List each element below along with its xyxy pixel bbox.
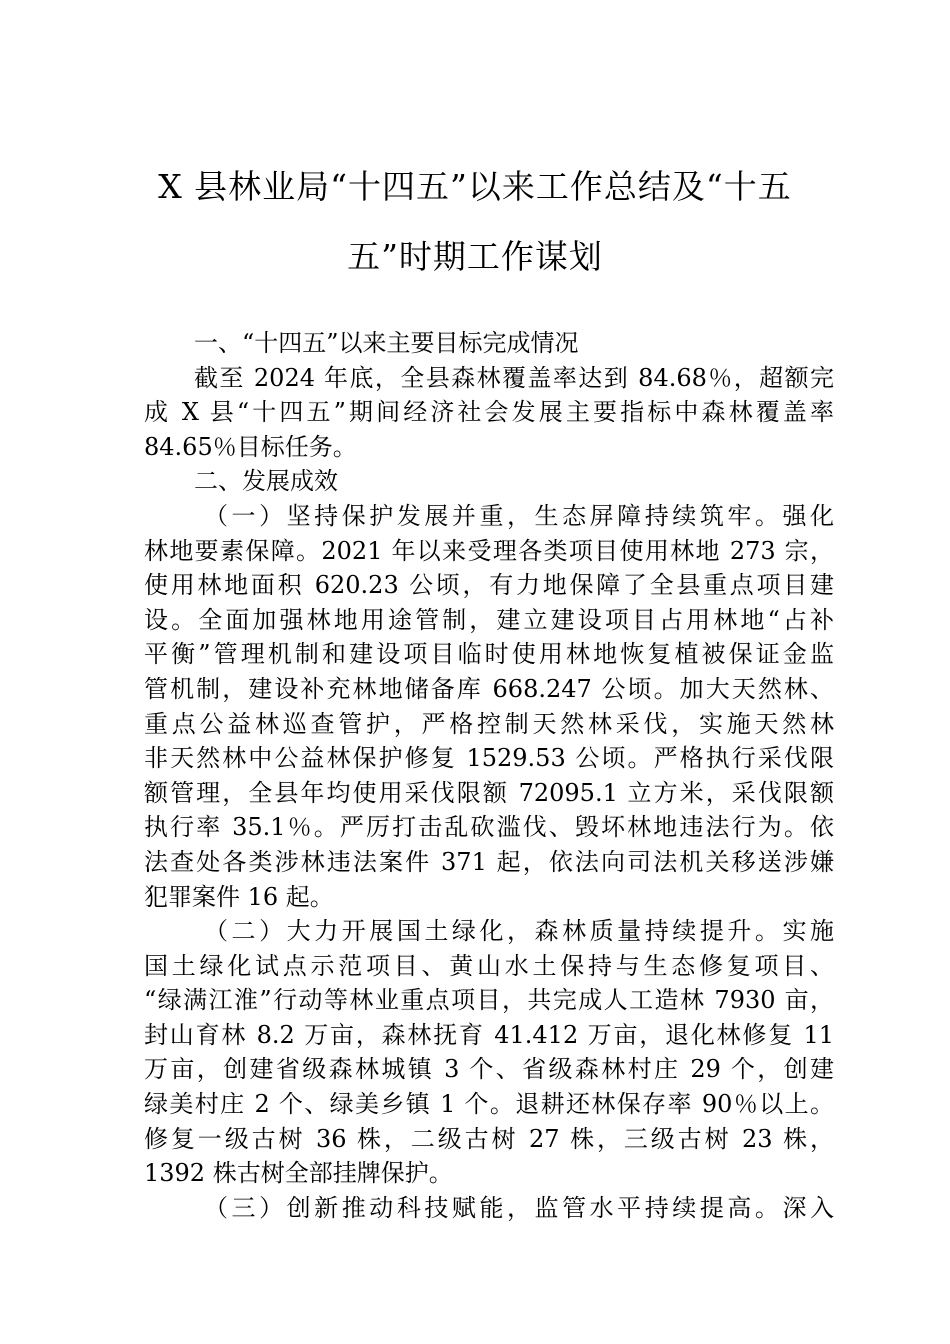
title-line-1: X 县林业局“十四五”以来工作总结及“十五 <box>158 167 792 206</box>
paragraph-line: 非天然林中公益林保护修复 1529.53 公顷。严格执行采伐限 <box>144 744 834 773</box>
paragraph-line: 1392 株古树全部挂牌保护。 <box>144 1159 453 1188</box>
paragraph-line: 使用林地面积 620.23 公顷，有力地保障了全县重点项目建 <box>144 571 834 600</box>
paragraph-line: 万亩，创建省级森林城镇 3 个、省级森林村庄 29 个，创建 <box>144 1055 834 1084</box>
paragraph-line: 84.65％目标任务。 <box>144 432 357 461</box>
subsection-heading-2: （二）大力开展国土绿化，森林质量持续提升。实施 <box>204 917 834 946</box>
paragraph-line: 额管理，全县年均使用采伐限额 72095.1 立方米，采伐限额 <box>144 778 834 807</box>
paragraph-line: 修复一级古树 36 株，二级古树 27 株，三级古树 23 株， <box>144 1124 834 1153</box>
paragraph-line: 设。全面加强林地用途管制，建立建设项目占用林地“占补 <box>144 605 834 634</box>
paragraph-line: 重点公益林巡查管护，严格控制天然林采伐，实施天然林 <box>144 709 834 738</box>
document-body <box>144 326 834 1225</box>
title-line-2: 五”时期工作谋划 <box>347 237 603 276</box>
paragraph-line: “绿满江淮”行动等林业重点项目，共完成人工造林 7930 亩， <box>144 986 834 1015</box>
paragraph-line: 执行率 35.1％。严厉打击乱砍滥伐、毁坏林地违法行为。依 <box>144 813 834 842</box>
paragraph-line: 犯罪案件 16 起。 <box>144 882 334 911</box>
paragraph-line: 封山育林 8.2 万亩，森林抚育 41.412 万亩，退化林修复 11 <box>144 1020 834 1049</box>
section-heading-1: 一、“十四五”以来主要目标完成情况 <box>194 329 579 357</box>
subsection-heading-3: （三）创新推动科技赋能，监管水平持续提高。深入 <box>204 1193 834 1222</box>
paragraph-line: 绿美村庄 2 个、绿美乡镇 1 个。退耕还林保存率 90％以上。 <box>144 1090 834 1119</box>
paragraph-line: 法查处各类涉林违法案件 371 起，依法向司法机关移送涉嫌 <box>144 847 834 876</box>
paragraph-line: 平衡”管理机制和建设项目临时使用林地恢复植被保证金监 <box>144 640 834 669</box>
paragraph-line: 国土绿化试点示范项目、黄山水土保持与生态修复项目、 <box>144 951 834 980</box>
paragraph-line: 林地要素保障。2021 年以来受理各类项目使用林地 273 宗， <box>144 536 834 565</box>
subsection-heading-1: （一）坚持保护发展并重，生态屏障持续筑牢。强化 <box>204 501 834 530</box>
paragraph-line: 管机制，建设补充林地储备库 668.247 公顷。加大天然林、 <box>144 674 834 703</box>
document-title <box>120 152 830 292</box>
paragraph-line: 成 X 县“十四五”期间经济社会发展主要指标中森林覆盖率 <box>144 398 834 427</box>
section-heading-2: 二、发展成效 <box>194 467 338 496</box>
paragraph-line: 截至 2024 年底，全县森林覆盖率达到 84.68％，超额完 <box>194 363 834 392</box>
